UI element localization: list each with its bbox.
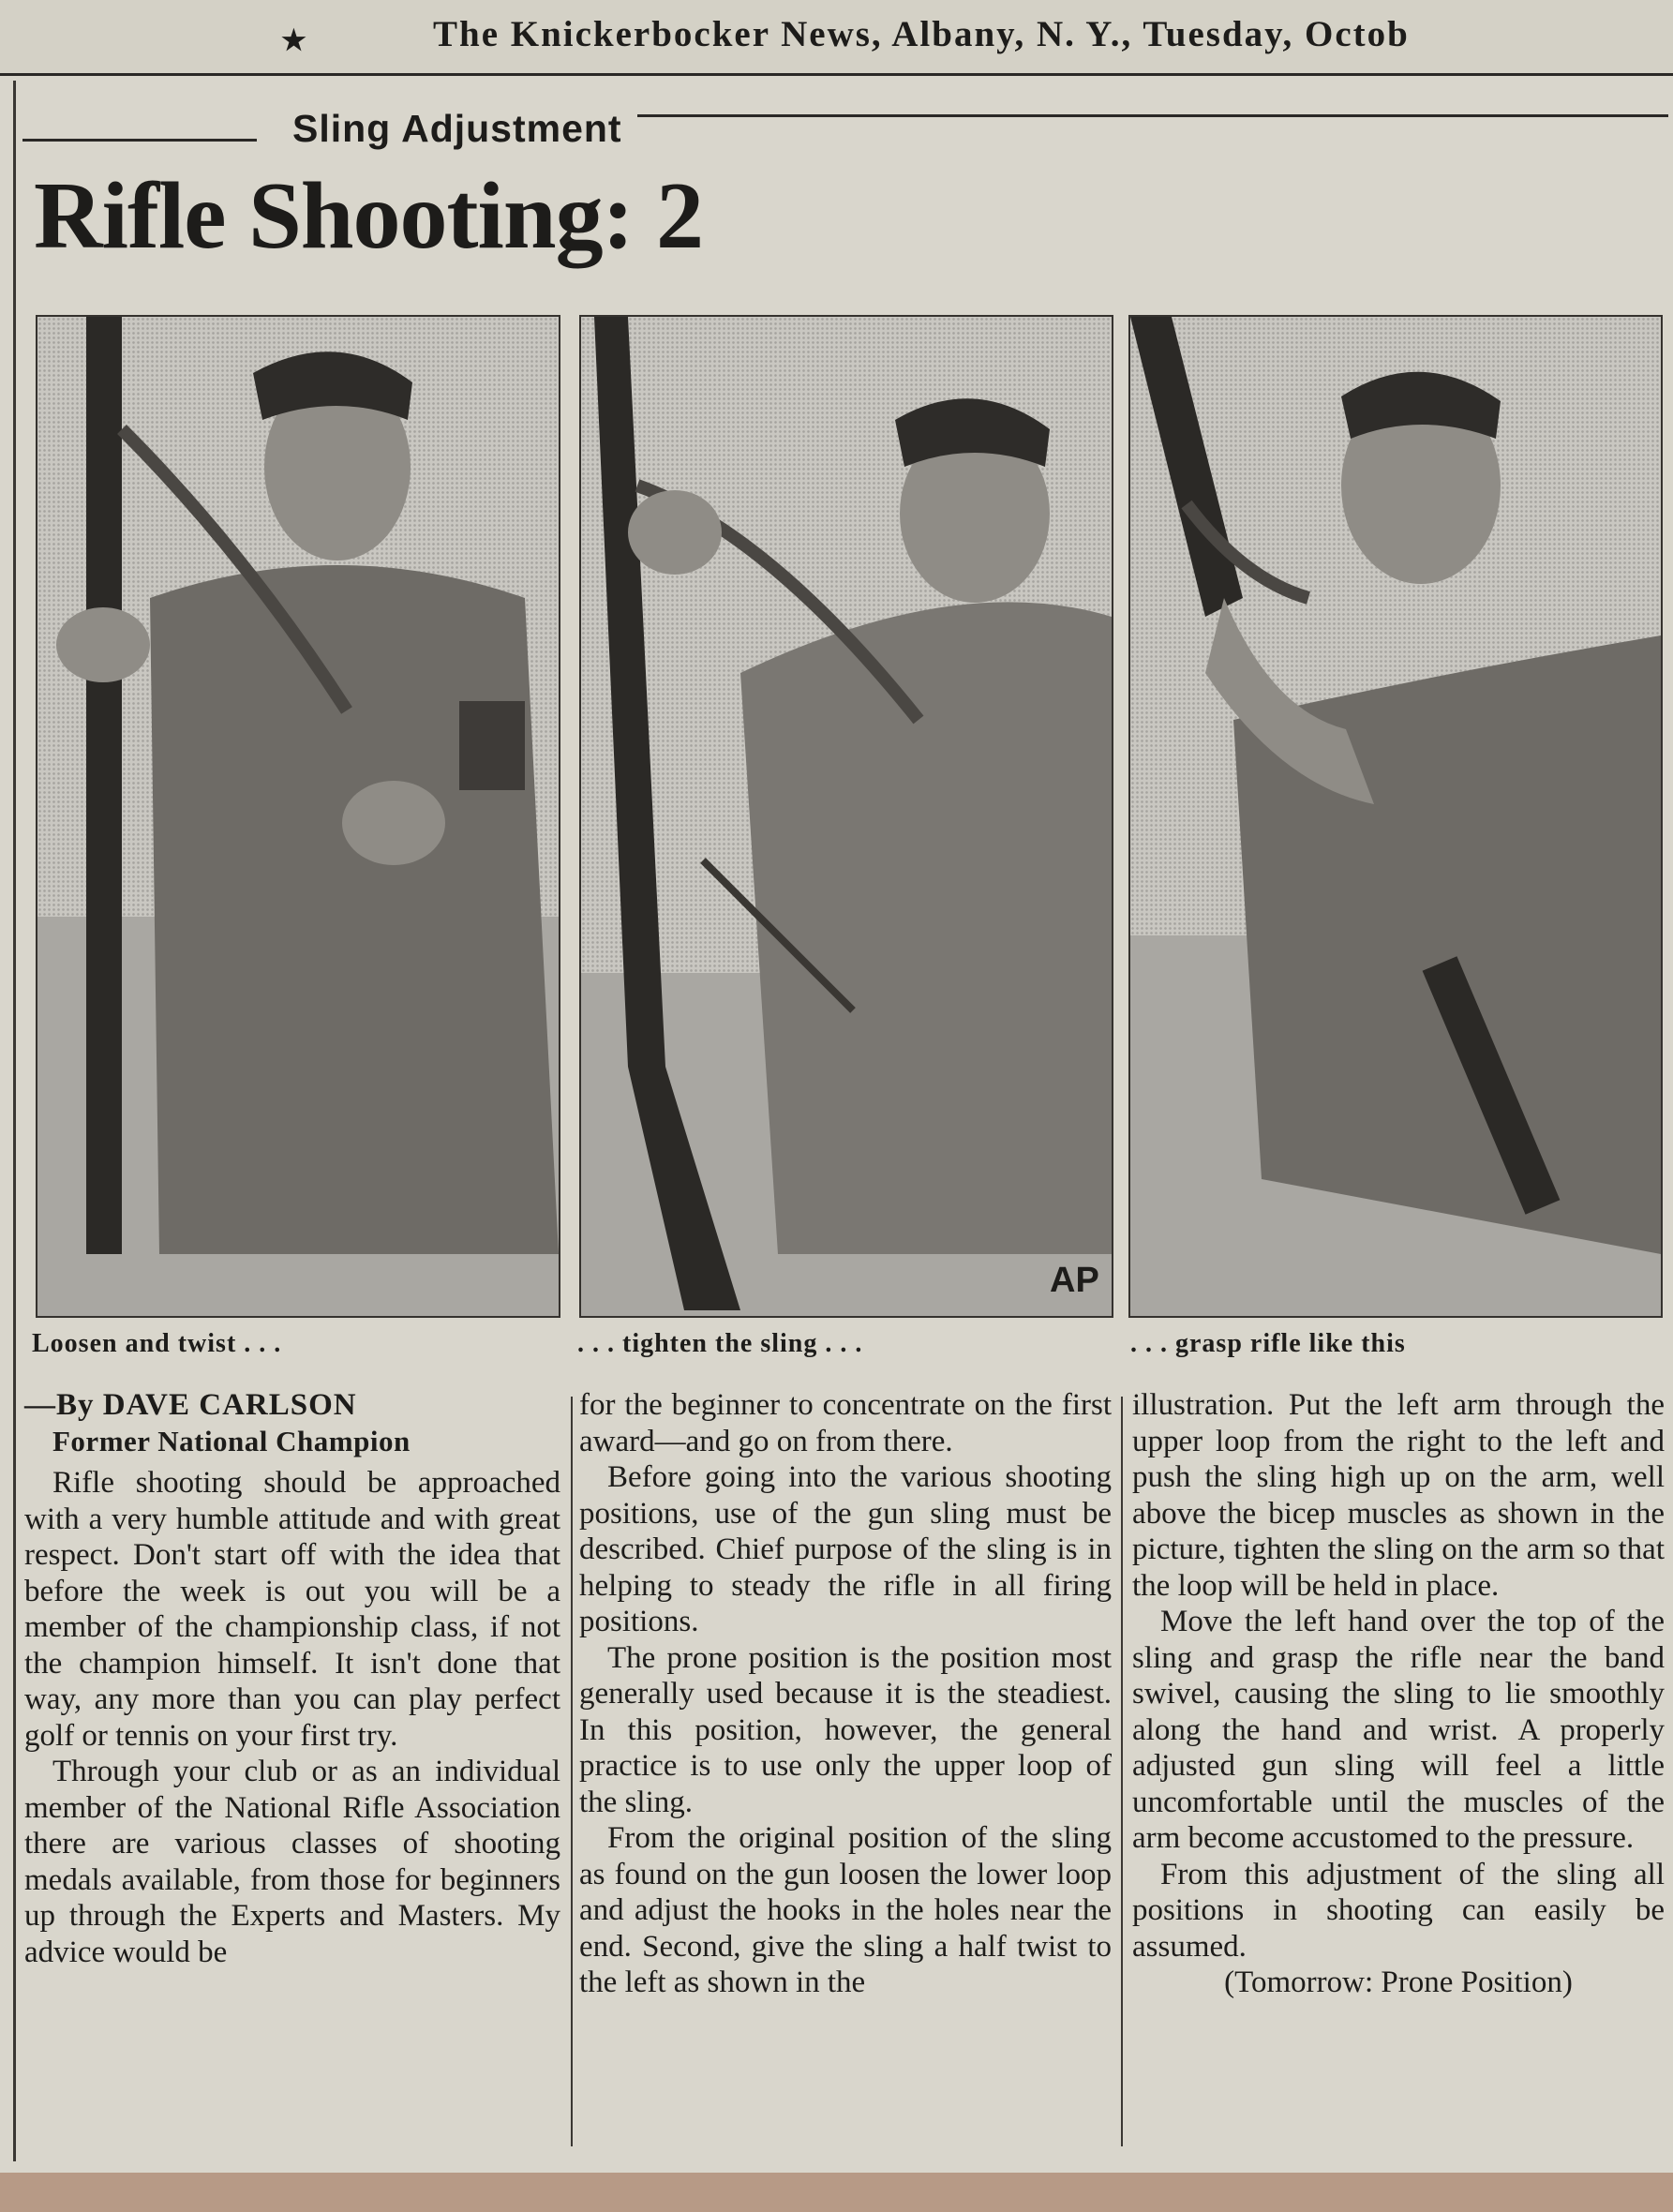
next-installment-note: (Tomorrow: Prone Position)	[1224, 1965, 1573, 1999]
masthead	[0, 0, 1673, 76]
kicker-rule-left	[22, 139, 257, 142]
article-column-1	[24, 1387, 560, 1970]
paragraph: for the beginner to concentrate on the first award—and go on from there.	[579, 1388, 1112, 1458]
byline: —By DAVE CARLSON	[24, 1388, 357, 1422]
article-column-2	[579, 1387, 1112, 2001]
photo-tighten-the-sling	[579, 315, 1113, 1318]
byline-title: Former National Champion	[52, 1424, 411, 1457]
headline: Rifle Shooting: 2	[34, 163, 704, 269]
column-rule-2	[1121, 1397, 1123, 2146]
photo-credit: AP	[1050, 1261, 1099, 1300]
star-icon: ★	[281, 25, 306, 56]
article-column-3	[1132, 1387, 1665, 2001]
masthead-text: The Knickerbocker News, Albany, N. Y., Tuesday, Octob	[433, 14, 1410, 54]
caption-1: Loosen and twist . . .	[32, 1329, 282, 1358]
paragraph: The prone position is the position most generally used because it is the steadiest. In this position, however, the general practice is to use only the upper loop of the sling.	[579, 1640, 1112, 1819]
column-rule-1	[571, 1397, 573, 2146]
paragraph: Before going into the various shooting positions, use of the gun sling must be described. Chief purpose of the sling is in helping to steady the rifle in all firing positions.	[579, 1460, 1112, 1638]
paragraph: Move the left hand over the top of the sling and grasp the rifle near the band swivel, causing the sling to lie smoothly along the hand and wrist. A properly adjusted gun sling will feel a little uncomfortable until the muscles of the arm become accustomed to the pressure.	[1132, 1605, 1665, 1855]
paragraph: Rifle shooting should be approached with a very humble attitude and with great respect. Don't start off with the idea that before the week is out you will be a member of the championship class, if not the champion himself. It isn't done that way, any more than you can play perfect golf or tennis on your first try.	[24, 1466, 560, 1753]
paragraph: From this adjustment of the sling all positions in shooting can easily be assumed.	[1132, 1857, 1665, 1964]
photo-loosen-and-twist	[36, 315, 560, 1318]
kicker: Sling Adjustment	[292, 107, 622, 150]
paragraph: From the original position of the sling as found on the gun loosen the lower loop and adjust the hooks in the holes near the end. Second, give the sling a half twist to the left as shown in the	[579, 1821, 1112, 1999]
paragraph: Through your club or as an individual member of the National Rifle Association there are various classes of shooting medals available, from those for beginners up through the Experts and Masters. My advice would be	[24, 1755, 560, 1969]
caption-2: . . . tighten the sling . . .	[577, 1329, 863, 1358]
caption-3: . . . grasp rifle like this	[1130, 1329, 1406, 1358]
photo-grasp-rifle	[1128, 315, 1663, 1318]
paragraph: illustration. Put the left arm through the upper loop from the right to the left and push the sling high up on the arm, well above the bicep muscles as shown in the picture, tighten the sling on the arm so that the loop will be held in place.	[1132, 1388, 1665, 1603]
kicker-rule-right	[637, 114, 1668, 117]
